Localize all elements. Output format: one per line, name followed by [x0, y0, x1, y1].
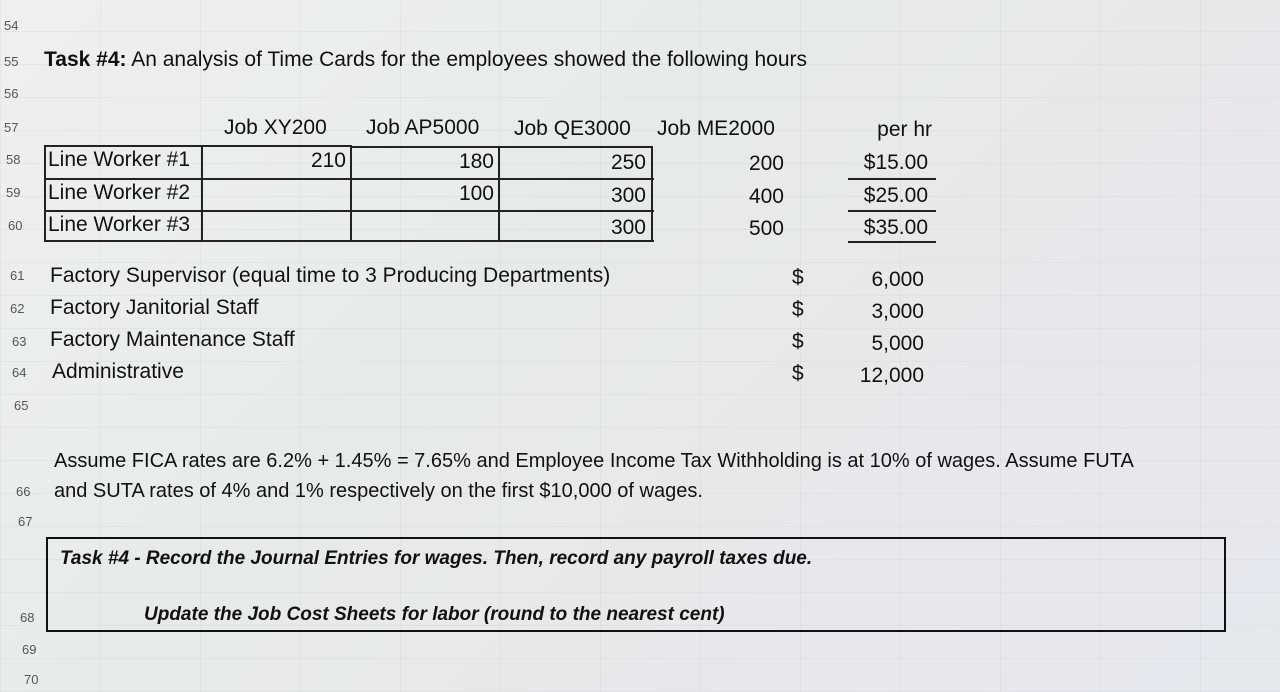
currency-symbol: $	[792, 266, 804, 289]
staff-cost-amount[interactable]: 6,000	[871, 268, 924, 291]
column-header-job-xy200[interactable]: Job XY200	[224, 116, 327, 139]
column-header-job-qe3000[interactable]: Job QE3000	[514, 117, 631, 140]
row-number[interactable]: 62	[10, 301, 25, 316]
row-number[interactable]: 57	[4, 120, 19, 135]
table-border	[44, 145, 352, 147]
row-number[interactable]: 61	[10, 268, 25, 283]
currency-symbol: $	[792, 362, 804, 385]
staff-cost-label[interactable]: Factory Maintenance Staff	[50, 328, 295, 351]
staff-cost-amount[interactable]: 5,000	[871, 332, 924, 355]
row-number[interactable]: 55	[4, 54, 19, 69]
task-heading-text: An analysis of Time Cards for the employees showed the following hours	[131, 48, 808, 71]
staff-cost-amount[interactable]: 12,000	[859, 364, 924, 387]
row-number[interactable]: 58	[6, 152, 21, 167]
currency-symbol: $	[792, 298, 804, 321]
currency-symbol: $	[792, 330, 804, 353]
worker-name-cell[interactable]: Line Worker #3	[48, 213, 191, 236]
table-border	[352, 146, 652, 148]
assumptions-line-1[interactable]: Assume FICA rates are 6.2% + 1.45% = 7.65% and Employee Income Tax Withholding is at 10% of wages. Assume FUTA	[54, 450, 1134, 472]
row-number[interactable]: 65	[14, 398, 29, 413]
column-header-per-hr[interactable]: per hr	[877, 118, 932, 141]
hours-cell[interactable]: 200	[748, 152, 784, 175]
table-border	[350, 145, 352, 241]
worker-name-cell[interactable]: Line Worker #1	[48, 148, 191, 171]
table-border	[848, 178, 936, 180]
row-number[interactable]: 54	[4, 18, 19, 33]
staff-cost-amount[interactable]: 3,000	[871, 300, 924, 323]
hours-cell[interactable]: 210	[310, 149, 346, 172]
column-header-job-me2000[interactable]: Job ME2000	[657, 117, 775, 140]
table-border	[44, 240, 654, 242]
staff-cost-label[interactable]: Factory Janitorial Staff	[50, 296, 259, 319]
task-instruction-line-1[interactable]: Task #4 - Record the Journal Entries for wages. Then, record any payroll taxes due.	[60, 548, 813, 569]
staff-cost-label[interactable]: Administrative	[52, 360, 184, 383]
table-border	[44, 178, 654, 180]
hours-cell[interactable]: 400	[748, 185, 784, 208]
table-border	[848, 241, 936, 243]
rate-cell[interactable]: $35.00	[863, 216, 928, 239]
row-number[interactable]: 56	[4, 86, 19, 101]
row-number[interactable]: 70	[24, 672, 39, 687]
task-instruction-line-2[interactable]: Update the Job Cost Sheets for labor (round to the nearest cent)	[144, 604, 725, 625]
table-border	[44, 210, 654, 212]
table-border	[44, 145, 46, 241]
table-border	[848, 210, 936, 212]
hours-cell[interactable]: 100	[458, 182, 494, 205]
rate-cell[interactable]: $25.00	[863, 184, 928, 207]
table-border	[201, 145, 203, 241]
row-number[interactable]: 67	[18, 514, 33, 529]
hours-cell[interactable]: 300	[610, 216, 646, 239]
row-number[interactable]: 59	[6, 185, 21, 200]
rate-cell[interactable]: $15.00	[863, 151, 928, 174]
row-number[interactable]: 60	[8, 218, 23, 233]
column-header-job-ap5000[interactable]: Job AP5000	[366, 116, 480, 139]
hours-cell[interactable]: 250	[610, 151, 646, 174]
table-border	[651, 146, 653, 241]
row-number[interactable]: 63	[12, 334, 27, 349]
row-number[interactable]: 66	[16, 484, 31, 499]
task-heading-label: Task #4:	[44, 48, 127, 71]
table-border	[498, 146, 500, 241]
row-number[interactable]: 64	[12, 365, 27, 380]
hours-cell[interactable]: 300	[610, 184, 646, 207]
row-number[interactable]: 69	[22, 642, 37, 657]
task-heading[interactable]	[44, 48, 807, 72]
row-number[interactable]: 68	[20, 610, 35, 625]
assumptions-line-2[interactable]: and SUTA rates of 4% and 1% respectively on the first $10,000 of wages.	[54, 480, 703, 502]
worker-name-cell[interactable]: Line Worker #2	[48, 181, 191, 204]
hours-cell[interactable]: 500	[748, 217, 784, 240]
hours-cell[interactable]: 180	[458, 150, 494, 173]
staff-cost-label[interactable]: Factory Supervisor (equal time to 3 Producing Departments)	[50, 264, 611, 287]
